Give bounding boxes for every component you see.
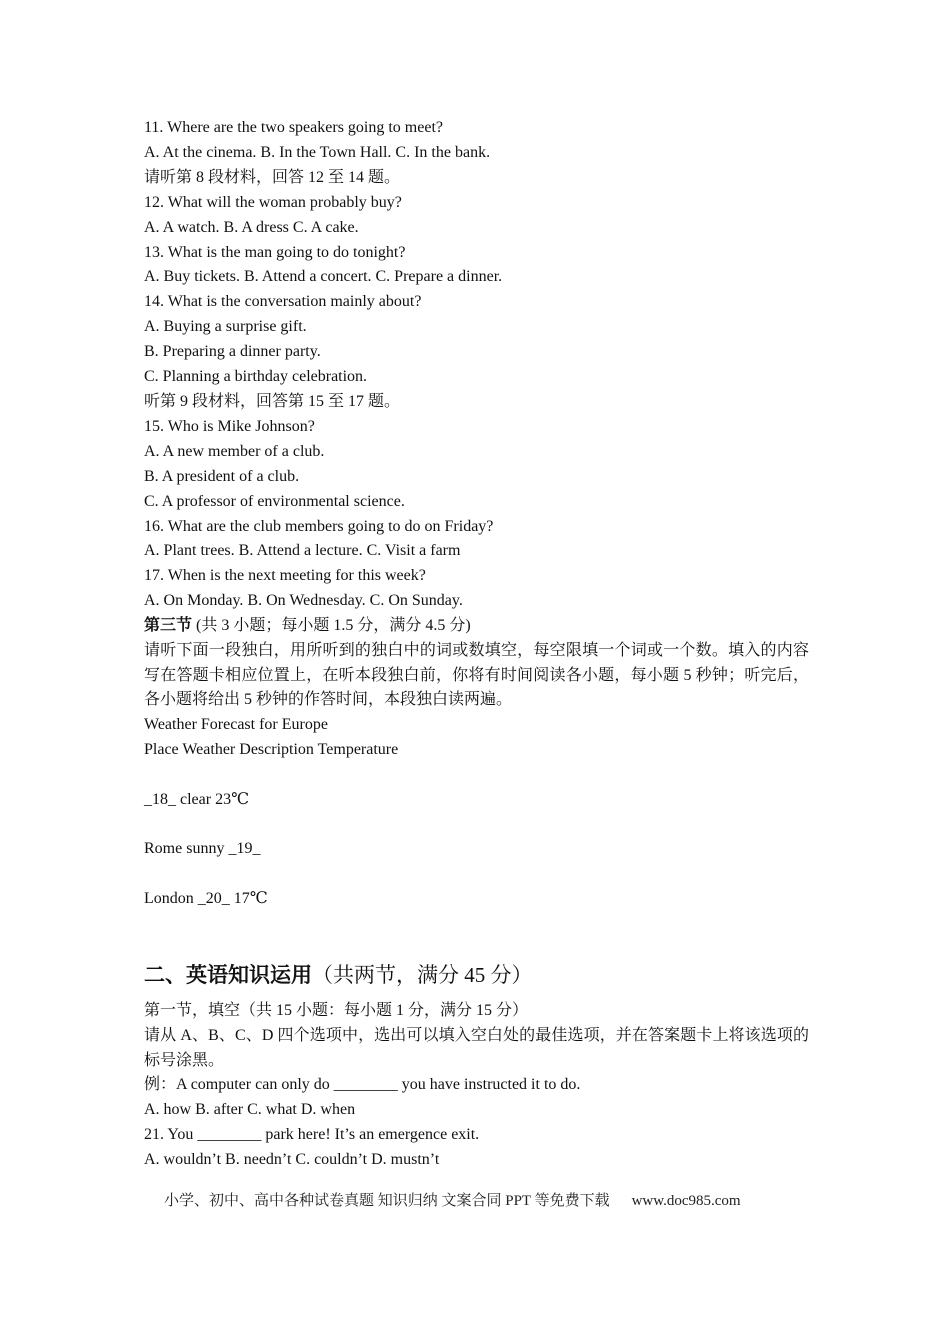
instruction-passage-8: 请听第 8 段材料，回答 12 至 14 题。 — [144, 168, 401, 186]
page-footer — [164, 1190, 804, 1212]
question-21: 21. You ________ park here! It’s an emergence exit. — [144, 1125, 480, 1143]
question-21-options: A. wouldn’t B. needn’t C. couldn’t D. mustn’t — [144, 1150, 440, 1168]
part-2-title: 二、英语知识运用 — [144, 963, 312, 988]
forecast-row-3: London _20_ 17℃ — [144, 890, 268, 908]
question-13: 13. What is the man going to do tonight? — [144, 243, 406, 261]
question-17-options: A. On Monday. B. On Wednesday. C. On Sunday. — [144, 592, 463, 610]
forecast-title: Weather Forecast for Europe — [144, 715, 328, 733]
question-11: 11. Where are the two speakers going to meet? — [144, 119, 443, 136]
forecast-row-2: Rome sunny _19_ — [144, 840, 261, 858]
footer-site-link[interactable]: www.doc985.com — [631, 1193, 741, 1209]
example-text: A computer can only do ________ you have instructed it to do. — [176, 1076, 581, 1094]
example-prefix: 例： — [144, 1076, 177, 1094]
part-2-heading — [144, 960, 809, 990]
forecast-header: Place Weather Description Temperature — [144, 740, 399, 758]
spacer — [144, 862, 809, 887]
footer-text: 小学、初中、高中各种试卷真题 知识归纳 文案合同 PPT 等免费下载 — [164, 1193, 610, 1209]
example-question — [144, 1073, 809, 1098]
question-15-option-c: C. A professor of environmental science. — [144, 492, 405, 510]
question-14-option-c: C. Planning a birthday celebration. — [144, 368, 368, 386]
example-options: A. how B. after C. what D. when — [144, 1101, 356, 1119]
question-14-option-b: B. Preparing a dinner party. — [144, 343, 321, 361]
question-12: 12. What will the woman probably buy? — [144, 193, 402, 211]
question-16-options: A. Plant trees. B. Attend a lecture. C. Visit a farm — [144, 542, 461, 560]
question-17: 17. When is the next meeting for this week? — [144, 567, 426, 585]
section-3-info: (共 3 小题；每小题 1.5 分，满分 4.5 分) — [192, 617, 471, 635]
question-15-option-a: A. A new member of a club. — [144, 442, 325, 460]
question-14-option-a: A. Buying a surprise gift. — [144, 318, 307, 336]
spacer — [144, 812, 809, 837]
part-2-section-1: 第一节，填空（共 15 小题：每小题 1 分，满分 15 分） — [144, 1002, 529, 1020]
question-11-options: A. At the cinema. B. In the Town Hall. C. In the bank. — [144, 143, 491, 161]
question-16: 16. What are the club members going to do on Friday? — [144, 517, 494, 535]
document-content — [144, 116, 809, 1173]
part-2-score: （共两节，满分 45 分） — [312, 963, 533, 988]
instruction-passage-9: 听第 9 段材料，回答第 15 至 17 题。 — [144, 392, 401, 410]
question-14: 14. What is the conversation mainly about? — [144, 293, 422, 311]
question-15-option-b: B. A president of a club. — [144, 467, 300, 485]
section-3-instructions: 请听下面一段独白，用所听到的独白中的词或数填空，每空限填一个词或一个数。填入的内容写在答题卡相应位置上，在听本段独白前，你将有时间阅读各小题，每小题 5 秒钟；听完后，各小题将给出 5 秒钟的作答时间，本段独白读两遍。 — [144, 642, 809, 709]
forecast-row-1: _18_ clear 23℃ — [144, 790, 249, 808]
section-3-heading — [144, 614, 809, 639]
question-12-options: A. A watch. B. A dress C. A cake. — [144, 218, 359, 236]
part-2-instructions: 请从 A、B、C、D 四个选项中，选出可以填入空白处的最佳选项，并在答案题卡上将该选项的标号涂黑。 — [144, 1026, 809, 1069]
section-3-label: 第三节 — [144, 617, 193, 635]
question-13-options: A. Buy tickets. B. Attend a concert. C. Prepare a dinner. — [144, 268, 503, 286]
spacer — [144, 763, 809, 788]
question-15: 15. Who is Mike Johnson? — [144, 417, 315, 435]
